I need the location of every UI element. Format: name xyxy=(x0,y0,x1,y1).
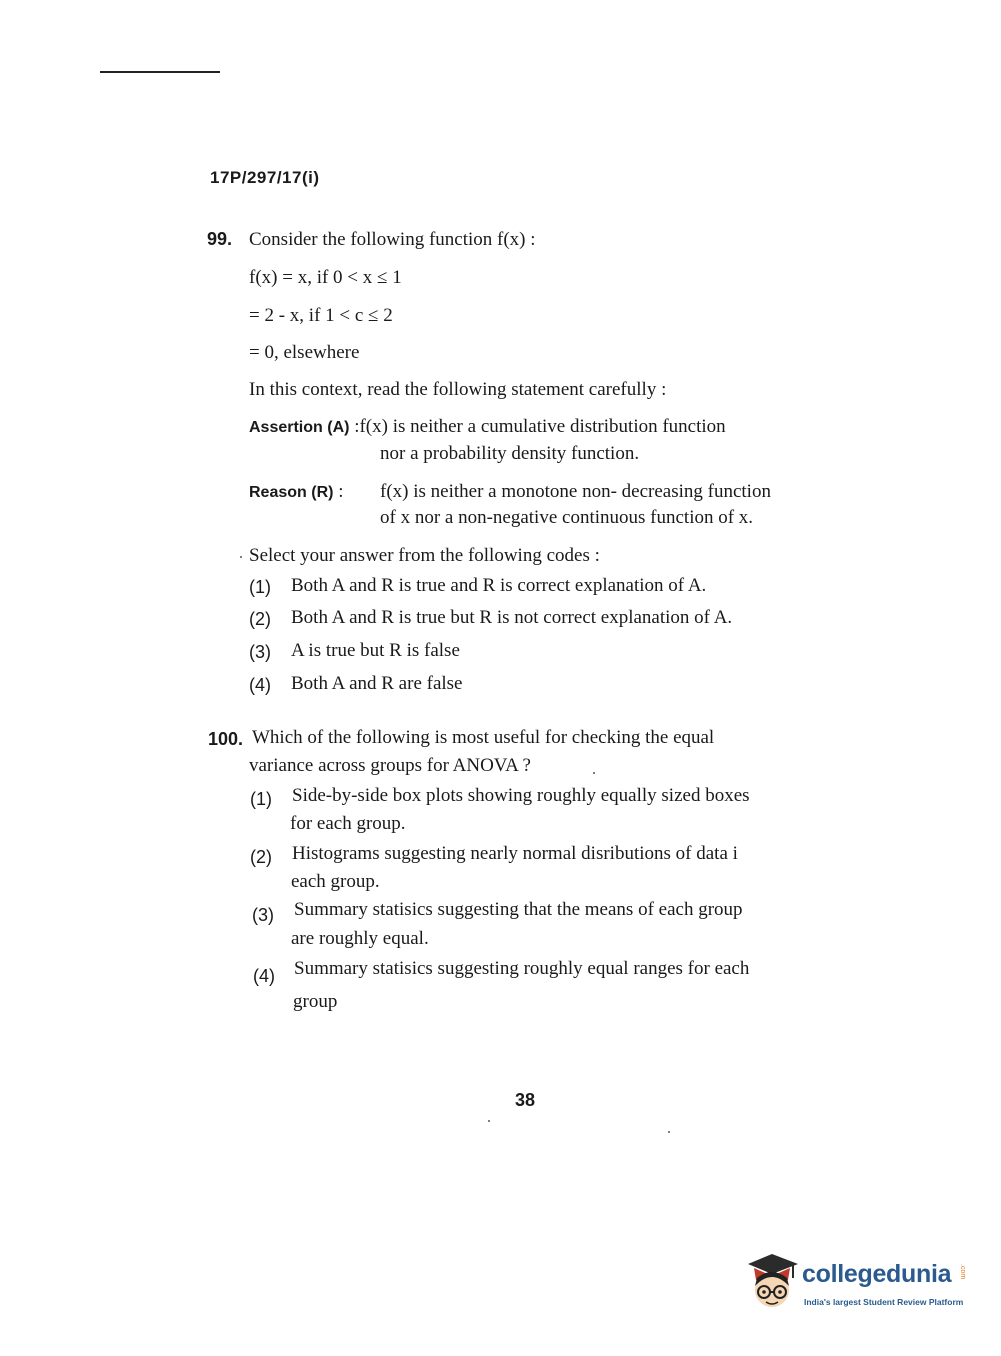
paper-code: 17P/297/17(i) xyxy=(210,168,320,187)
top-rule xyxy=(100,71,220,73)
question-stem: Consider the following function f(x) : xyxy=(249,229,536,250)
option-text-continued: group xyxy=(293,991,338,1012)
option-number: (4) xyxy=(253,966,275,986)
reason-text: f(x) is neither a monotone non- decreasing function xyxy=(380,481,771,502)
reason-label: Reason (R) xyxy=(249,484,334,501)
option-text: Both A and R is true and R is correct explanation of A. xyxy=(291,575,707,596)
question-number: 100. xyxy=(208,729,244,749)
assertion-label: Assertion (A) xyxy=(249,419,350,436)
question-stem-continued: variance across groups for ANOVA ? xyxy=(249,755,531,776)
scan-speck xyxy=(240,556,242,558)
option-number: (2) xyxy=(250,847,272,867)
select-instruction: Select your answer from the following codes : xyxy=(249,545,600,566)
assertion-text-continued: nor a probability density function. xyxy=(380,443,640,464)
option-number: (1) xyxy=(249,577,271,597)
mascot-icon xyxy=(742,1250,802,1316)
scan-speck xyxy=(488,1120,490,1122)
reason-text-continued: of x nor a non-negative continuous function of x. xyxy=(380,507,754,528)
function-definition-1: f(x) = x, if 0 < x ≤ 1 xyxy=(249,267,402,288)
assertion xyxy=(249,416,726,439)
context-text: In this context, read the following statement carefully : xyxy=(249,379,667,400)
logo-suffix: .com xyxy=(959,1264,966,1280)
option-text-continued: for each group. xyxy=(290,813,406,834)
question-stem: Which of the following is most useful for checking the equal xyxy=(252,727,715,748)
option-text: Both A and R is true but R is not correct explanation of A. xyxy=(291,607,733,628)
option-text: Summary statisics suggesting that the means of each group xyxy=(294,899,743,920)
option-text-continued: each group. xyxy=(291,871,380,892)
function-definition-2: = 2 - x, if 1 < c ≤ 2 xyxy=(249,305,393,326)
option-text-continued: are roughly equal. xyxy=(291,928,429,949)
option-text: Both A and R are false xyxy=(291,673,463,694)
assertion-text: :f(x) is neither a cumulative distribution function xyxy=(354,416,726,437)
option-number: (2) xyxy=(249,609,271,629)
reason xyxy=(249,481,343,504)
logo-tagline: India's largest Student Review Platform xyxy=(804,1297,964,1307)
option-text: Histograms suggesting nearly normal disributions of data i xyxy=(292,843,738,864)
page-number: 38 xyxy=(515,1090,536,1110)
function-definition-3: = 0, elsewhere xyxy=(249,342,360,363)
option-number: (4) xyxy=(249,675,271,695)
option-text: Summary statisics suggesting roughly equal ranges for each xyxy=(294,958,750,979)
option-number: (3) xyxy=(249,642,271,662)
logo-wordmark: collegedunia xyxy=(802,1260,952,1288)
option-text: Side-by-side box plots showing roughly equally sized boxes xyxy=(292,785,750,806)
collegedunia-logo xyxy=(742,1250,972,1316)
scan-speck xyxy=(668,1131,670,1133)
scan-speck xyxy=(593,772,595,774)
reason-separator: : xyxy=(338,481,344,502)
question-number: 99. xyxy=(207,229,233,249)
option-text: A is true but R is false xyxy=(291,640,460,661)
option-number: (1) xyxy=(250,789,272,809)
option-number: (3) xyxy=(252,905,274,925)
